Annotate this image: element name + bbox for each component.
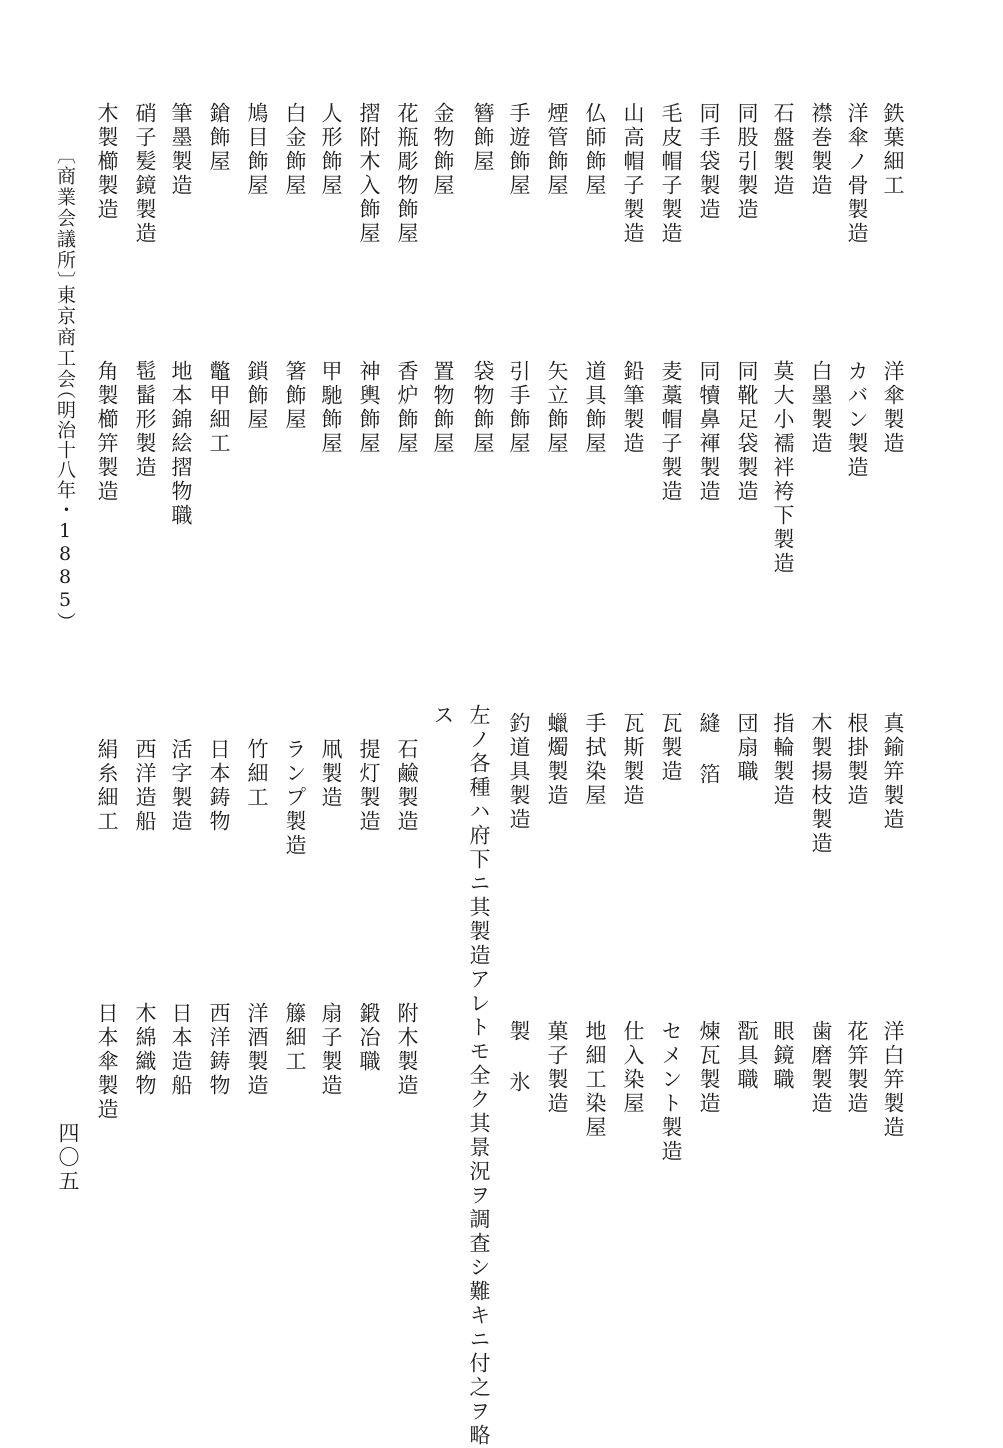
- page-number: 四〇五: [56, 1122, 80, 1194]
- list-item: 日本傘製造: [95, 1002, 119, 1122]
- list-item: 同股引製造: [735, 102, 759, 222]
- list-item: 鉛筆製造: [621, 360, 645, 456]
- list-item: 簪飾屋: [471, 102, 495, 174]
- running-header-year: （明治十八年・1885）: [54, 380, 76, 632]
- list-item: 置物飾屋: [431, 360, 455, 456]
- list-item: 花笄製造: [845, 1020, 869, 1116]
- list-item: 扇子製造: [319, 1002, 343, 1098]
- omission-note: 左ノ各種ハ府下ニ其製造アレトモ全ク其景況ヲ調査シ難キニ付之ヲ略: [467, 704, 491, 1448]
- omission-note-continued: ス: [431, 704, 455, 728]
- list-item: 筆墨製造: [169, 102, 193, 198]
- list-item: 釣道具製造: [507, 712, 531, 832]
- running-header-section: 〔商業会議所〕: [54, 145, 76, 292]
- list-item: 地本錦絵摺物職: [169, 360, 193, 528]
- list-item: 竹細工: [245, 738, 269, 810]
- list-item: 眼鏡職: [771, 1020, 795, 1092]
- list-item: 日本鋳物: [207, 738, 231, 834]
- running-header-title: 東京商工会: [54, 285, 76, 390]
- list-item: 指輪製造: [771, 712, 795, 808]
- list-item: カバン製造: [845, 360, 869, 480]
- list-item: 鉄葉細工: [881, 102, 905, 198]
- list-item: 凧製造: [319, 738, 343, 810]
- list-item: 地細工染屋: [583, 1020, 607, 1140]
- list-item: 甲馳飾屋: [319, 360, 343, 456]
- list-item: 石鹼製造: [395, 738, 419, 834]
- list-item: 歯磨製造: [809, 1020, 833, 1116]
- list-item: 木製揚枝製造: [809, 712, 833, 856]
- list-item: 鳩目飾屋: [245, 102, 269, 198]
- list-item: 洋傘製造: [881, 360, 905, 456]
- list-item: 襟巻製造: [809, 102, 833, 198]
- list-item: 箸飾屋: [283, 360, 307, 432]
- list-item: 矢立飾屋: [545, 360, 569, 456]
- list-item: 菓子製造: [545, 1020, 569, 1116]
- list-item: 摺附木入飾屋: [357, 102, 381, 246]
- list-item: 莫大小襦袢袴下製造: [771, 360, 795, 576]
- list-item: 角製櫛笄製造: [95, 360, 119, 504]
- list-item: 木製櫛製造: [95, 102, 119, 222]
- list-item: 白金飾屋: [283, 102, 307, 198]
- list-item: 同犢鼻褌製造: [697, 360, 721, 504]
- list-item: 西洋鋳物: [207, 1002, 231, 1098]
- list-item: 洋酒製造: [245, 1002, 269, 1098]
- list-item: 袋物飾屋: [471, 360, 495, 456]
- list-item: 蠟燭製造: [545, 712, 569, 808]
- list-item: 根掛製造: [845, 712, 869, 808]
- list-item: 翫具職: [735, 1020, 759, 1092]
- list-item: 花瓶彫物飾屋: [395, 102, 419, 246]
- list-item: 団扇職: [735, 712, 759, 784]
- list-item: 山高帽子製造: [621, 102, 645, 246]
- list-item: 煉瓦製造: [697, 1020, 721, 1116]
- list-item: 仏師飾屋: [583, 102, 607, 198]
- list-item: セメント製造: [659, 1020, 683, 1164]
- list-item: 神輿飾屋: [357, 360, 381, 456]
- list-item: 鼈甲細工: [207, 360, 231, 456]
- list-item: 金物飾屋: [431, 102, 455, 198]
- list-item: 瓦斯製造: [621, 712, 645, 808]
- list-item: 籐細工: [283, 1002, 307, 1074]
- list-item: 絹糸細工: [95, 738, 119, 834]
- list-item: 洋傘ノ骨製造: [845, 102, 869, 246]
- list-item: 鎗飾屋: [207, 102, 231, 174]
- list-item: 仕入染屋: [621, 1020, 645, 1116]
- list-item: 提灯製造: [357, 738, 381, 834]
- list-item: 鍛冶職: [357, 1002, 381, 1074]
- list-item: 日本造船: [169, 1002, 193, 1098]
- list-item: 手遊飾屋: [507, 102, 531, 198]
- list-item: 毛皮帽子製造: [659, 102, 683, 246]
- list-item: 引手飾屋: [507, 360, 531, 456]
- list-item: 製 氷: [507, 1020, 531, 1095]
- list-item: 麦藁帽子製造: [659, 360, 683, 504]
- list-item: 洋白笄製造: [881, 1020, 905, 1140]
- list-item: 真鍮笄製造: [881, 712, 905, 832]
- list-item: 木綿織物: [133, 1002, 157, 1098]
- list-item: 香炉飾屋: [395, 360, 419, 456]
- list-item: 髢髷形製造: [133, 360, 157, 480]
- list-item: 手拭染屋: [583, 712, 607, 808]
- list-item: 硝子髪鏡製造: [133, 102, 157, 246]
- list-item: 活字製造: [169, 738, 193, 834]
- list-item: 人形飾屋: [319, 102, 343, 198]
- list-item: 縫 箔: [697, 712, 721, 787]
- list-item: 同靴足袋製造: [735, 360, 759, 504]
- list-item: 鎖飾屋: [245, 360, 269, 432]
- list-item: 西洋造船: [133, 738, 157, 834]
- list-item: 瓦製造: [659, 712, 683, 784]
- list-item: 同手袋製造: [697, 102, 721, 222]
- list-item: 附木製造: [395, 1002, 419, 1098]
- list-item: 道具飾屋: [583, 360, 607, 456]
- list-item: 石盤製造: [771, 102, 795, 198]
- list-item: ランプ製造: [283, 738, 307, 858]
- list-item: 煙管飾屋: [545, 102, 569, 198]
- list-item: 白墨製造: [809, 360, 833, 456]
